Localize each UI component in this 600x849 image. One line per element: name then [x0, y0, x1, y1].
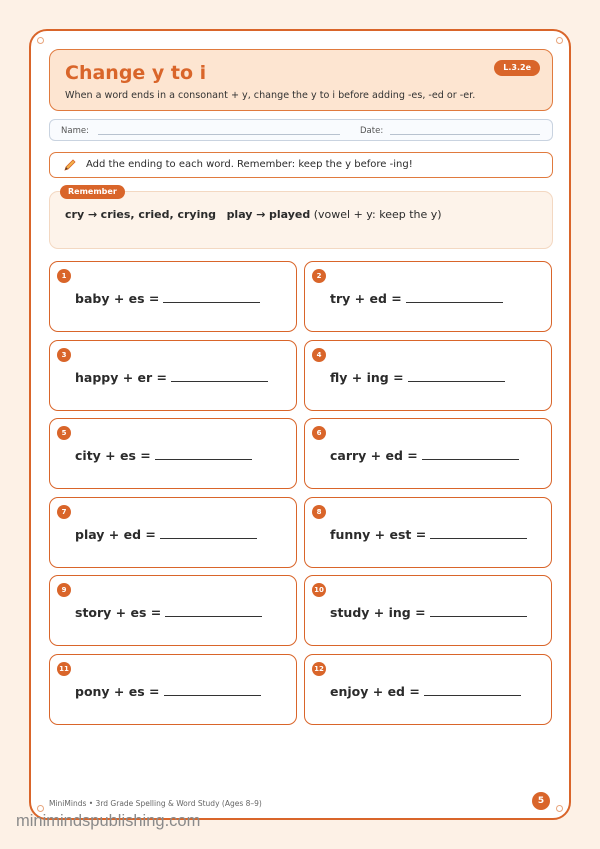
problem-expression: city + es =: [75, 448, 151, 463]
remember-box: [49, 187, 553, 249]
problem-text: [75, 604, 262, 620]
problem-card: [304, 654, 552, 725]
answer-blank[interactable]: [163, 290, 260, 303]
problem-expression: play + ed =: [75, 526, 156, 542]
problem-number: 7: [57, 505, 71, 519]
answer-blank[interactable]: [408, 369, 505, 382]
problem-expression: carry + ed =: [330, 448, 418, 463]
instruction-box: [49, 152, 553, 178]
problem-expression: funny + est =: [330, 526, 427, 542]
answer-blank[interactable]: [424, 683, 521, 696]
corner-dot-bottom-right: [556, 805, 563, 812]
problem-expression: enjoy + ed =: [330, 683, 420, 699]
example-play-word: play →: [226, 208, 266, 221]
problem-text: [330, 447, 519, 463]
page-title: Change y to i: [65, 62, 207, 84]
problem-card: [304, 261, 552, 332]
problem-expression: fly + ing =: [330, 369, 404, 385]
corner-dot-bottom-left: [37, 805, 44, 812]
problem-card: [49, 418, 297, 489]
problem-card: [49, 261, 297, 332]
problem-number: 12: [312, 662, 326, 676]
answer-blank[interactable]: [422, 447, 519, 460]
worksheet-page: [29, 29, 571, 820]
problem-card: [49, 340, 297, 411]
problem-text: [330, 526, 527, 542]
remember-rule: [65, 208, 442, 221]
name-field[interactable]: [98, 134, 340, 135]
problem-expression: try + ed =: [330, 291, 402, 306]
example-cry-word: cry →: [65, 208, 98, 221]
example-play-note: (vowel + y: keep the y): [313, 208, 442, 221]
problem-text: [75, 369, 268, 385]
problem-text: [75, 683, 261, 699]
answer-blank[interactable]: [164, 683, 261, 696]
problem-expression: study + ing =: [330, 605, 426, 620]
problem-text: [75, 290, 260, 306]
example-cry-forms: cries, cried, crying: [100, 208, 217, 221]
problem-expression: happy + er =: [75, 369, 168, 385]
problem-text: [75, 447, 252, 463]
problem-card: [304, 340, 552, 411]
problem-text: [75, 526, 257, 542]
answer-blank[interactable]: [430, 526, 527, 539]
problem-card: [49, 654, 297, 725]
problem-card: [49, 575, 297, 646]
problem-expression: story + es =: [75, 605, 162, 620]
problem-number: 10: [312, 583, 326, 597]
corner-dot-top-right: [556, 37, 563, 44]
problem-number: 4: [312, 348, 326, 362]
problem-card: [304, 418, 552, 489]
problem-number: 1: [57, 269, 71, 283]
problem-number: 9: [57, 583, 71, 597]
problem-number: 3: [57, 348, 71, 362]
standard-code-badge: L.3.2e: [494, 60, 540, 76]
problem-card: [49, 497, 297, 568]
pencil-icon: [63, 158, 77, 172]
footer-text: MiniMinds • 3rd Grade Spelling & Word Study (Ages 8–9): [49, 799, 262, 808]
problem-card: [304, 497, 552, 568]
answer-blank[interactable]: [155, 447, 252, 460]
corner-dot-top-left: [37, 37, 44, 44]
page-number: 5: [532, 792, 550, 810]
watermark: minimindspublishing.com: [16, 812, 201, 830]
problem-expression: pony + es =: [75, 683, 160, 699]
problem-text: [330, 290, 503, 306]
problem-number: 11: [57, 662, 71, 676]
date-field[interactable]: [390, 134, 540, 135]
answer-blank[interactable]: [406, 290, 503, 303]
problem-card: [304, 575, 552, 646]
problem-text: [330, 604, 527, 620]
remember-tag: Remember: [60, 185, 125, 199]
problem-number: 2: [312, 269, 326, 283]
problem-expression: baby + es =: [75, 291, 160, 306]
problem-number: 5: [57, 426, 71, 440]
example-play-form: played: [269, 208, 311, 221]
problem-text: [330, 369, 505, 385]
problem-number: 8: [312, 505, 326, 519]
date-label: Date:: [360, 126, 384, 136]
answer-blank[interactable]: [430, 604, 527, 617]
name-date-bar: [49, 119, 553, 141]
problem-text: [330, 683, 521, 699]
answer-blank[interactable]: [171, 369, 268, 382]
answer-blank[interactable]: [165, 604, 262, 617]
instruction-text: Add the ending to each word. Remember: keep the y before -ing!: [86, 159, 413, 170]
answer-blank[interactable]: [160, 526, 257, 539]
name-label: Name:: [61, 126, 89, 136]
page-subtitle: When a word ends in a consonant + y, change the y to i before adding -es, -ed or -er.: [65, 90, 476, 101]
problem-number: 6: [312, 426, 326, 440]
title-banner: [49, 49, 553, 111]
